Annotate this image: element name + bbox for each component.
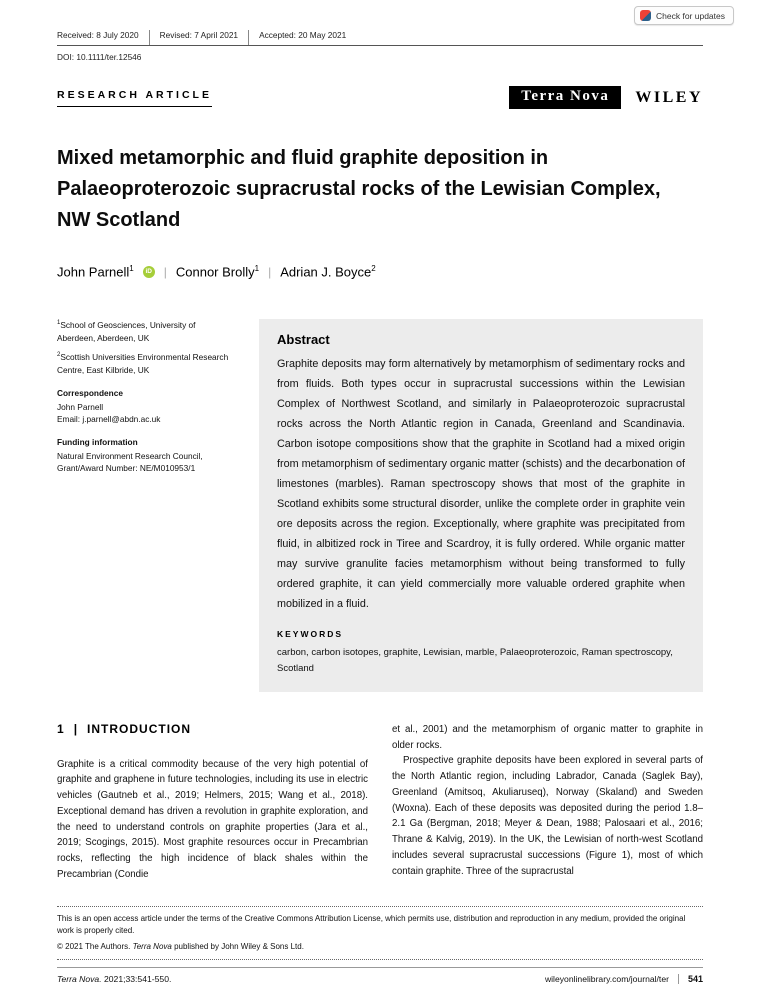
citation-journal-name: Terra Nova. [57, 974, 102, 984]
section-separator: | [73, 721, 79, 736]
author-list [57, 264, 703, 279]
correspondence-heading: Correspondence [57, 388, 123, 399]
author [57, 264, 134, 279]
funding-heading: Funding information [57, 437, 138, 448]
copyright-suffix: published by John Wiley & Sons Ltd. [171, 941, 304, 951]
correspondence-name: John Parnell [57, 401, 104, 412]
intro-paragraph-1: Graphite is a critical commodity because of the very high potential of graphite and graphene in future technologies, including its use in electric vehicles (Gautneb et al., 2019; Helmers, 2015; Wang et al., 2018). Exceptional demand has driven a revolution in graphite exploration, and the need to understand controls on graphite properties (Jara et al., 2019; Scogings, 2015). Most graphite resources occur in Precambrian rocks, reflecting the high incidence of black shales within the Precambrian (Condie [57, 758, 368, 881]
citation-bar [57, 967, 703, 984]
author [176, 264, 259, 279]
received-date: Received: 8 July 2020 [57, 30, 139, 40]
check-for-updates-label: Check for updates [656, 10, 725, 21]
affiliation-text: Scottish Universities Environmental Research Centre, East Kilbride, UK [57, 352, 229, 375]
author [280, 264, 376, 279]
body-column-left [57, 722, 368, 883]
article-header [57, 86, 703, 109]
author-separator: | [163, 264, 167, 279]
body-column-right [392, 722, 703, 883]
article-title-line: Mixed metamorphic and fluid graphite deposition in [57, 147, 549, 169]
license-note [57, 906, 703, 960]
logo-group [509, 86, 703, 109]
footer-divider [678, 974, 679, 984]
footer-right-group [545, 974, 703, 984]
author-name: Connor Brolly [175, 264, 255, 280]
abstract-box [259, 319, 703, 691]
keywords-text: carbon, carbon isotopes, graphite, Lewisian, marble, Palaeoproterozoic, Raman spectroscopy, Scotland [277, 647, 673, 674]
history-bar [57, 30, 703, 46]
affiliation-marker: 2 [57, 352, 61, 359]
author-affiliation-marker: 1 [254, 264, 260, 273]
license-text: This is an open access article under the terms of the Creative Commons Attribution License, which permits use, distribution and reproduction in any medium, provided the original work is properly cited. [57, 913, 686, 936]
page-footer [57, 906, 703, 984]
author-name: Adrian J. Boyce [280, 264, 372, 280]
intro-paragraph-1-continued: et al., 2001) and the metamorphism of organic matter to graphite in older rocks. [392, 723, 703, 751]
author-name: John Parnell [57, 264, 130, 280]
intro-paragraph-2: Prospective graphite deposits have been explored in several parts of the North Atlantic region, including Labrador, Canada (Saglek Bay), Greenland (Amitsoq, Akuliaruseq), Norway (Skaland) and Sweden (Woxna). Each of these deposits was deposited during the period 1.8–2.1 Ga (Bergman, 2018; Meyer & Dean, 1988; Palosaari et al., 2016; Thrane & Kalvig, 2019). In the UK, the Lewisian of north-west Scotland includes several supracrustal successions (Figure 1), most of which contain graphite. Three of the supracrustal [392, 755, 703, 877]
affiliation-1 [57, 319, 233, 344]
author-affiliation-marker: 2 [371, 264, 376, 273]
terra-nova-logo: Terra Nova [509, 86, 621, 109]
correspondence-email[interactable]: Email: j.parnell@abdn.ac.uk [57, 413, 161, 424]
page-number: 541 [687, 974, 703, 984]
revised-date: Revised: 7 April 2021 [149, 30, 248, 45]
section-number: 1 [57, 721, 65, 736]
wiley-logo: WILEY [635, 88, 703, 106]
copyright-journal-name: Terra Nova [132, 941, 172, 951]
copyright-line [57, 941, 703, 953]
orcid-icon[interactable]: iD [143, 266, 155, 278]
section-heading [57, 722, 368, 738]
accepted-date: Accepted: 20 May 2021 [248, 30, 356, 45]
article-title-line: NW Scotland [57, 209, 181, 231]
check-for-updates-badge[interactable] [634, 6, 734, 25]
affiliation-marker: 1 [57, 320, 61, 327]
article-title [57, 143, 703, 236]
journal-citation [57, 974, 171, 984]
journal-url[interactable]: wileyonlinelibrary.com/journal/ter [544, 974, 669, 984]
affiliation-2 [57, 351, 233, 376]
abstract-body: Graphite deposits may form alternatively by metamorphism of sedimentary rocks and from fluids. Both types occur in supracrustal successions within the Lewisian Complex of Northwest Scotland, and similarly in Palaeoproterozoic supracrustal rocks across the North Atlantic region in Canada, Greenland and Scandinavia. Carbon isotope compositions show that the graphite in Scotland had a mixed origin from metamorphism of sedimentary organic matter (schists) and the decarbonation of limestones (marbles). Raman spectroscopy shows that most of the graphite in Scotland exhibits some structural disorder, unlike the complete order in graphite vein ore deposits across the region. Exceptionally, where graphite was precipitated from fluid, in albitized rock in Tiree and Scardroy, it is fully ordered. While organic matter may survive granulite facies metamorphism without being transformed to fully ordered graphite, it can yield commercially more valuable ordered graphite when mobilized in a fluid. [277, 358, 685, 611]
affiliation-text: School of Geosciences, University of Aberdeen, Aberdeen, UK [57, 320, 196, 343]
funding-text: Natural Environment Research Council, Grant/Award Number: NE/M010953/1 [57, 450, 203, 474]
copyright-prefix: © 2021 The Authors. [57, 941, 133, 951]
doi-link[interactable]: DOI: 10.1111/ter.12546 [57, 52, 142, 62]
crossmark-icon [640, 10, 651, 21]
keywords-heading: KEYWORDS [277, 629, 344, 640]
article-body [57, 722, 703, 883]
author-affiliation-marker: 1 [129, 264, 134, 273]
citation-volume-pages: 2021;33:541-550. [101, 974, 172, 984]
section-title: INTRODUCTION [87, 721, 192, 736]
author-separator: | [268, 264, 272, 279]
article-title-line: Palaeoproterozoic supracrustal rocks of the Lewisian Complex, [57, 178, 661, 200]
abstract-section [57, 319, 703, 691]
abstract-heading: Abstract [277, 332, 330, 348]
article-info-sidebar [57, 319, 233, 691]
article-type-label: RESEARCH ARTICLE [57, 89, 212, 107]
